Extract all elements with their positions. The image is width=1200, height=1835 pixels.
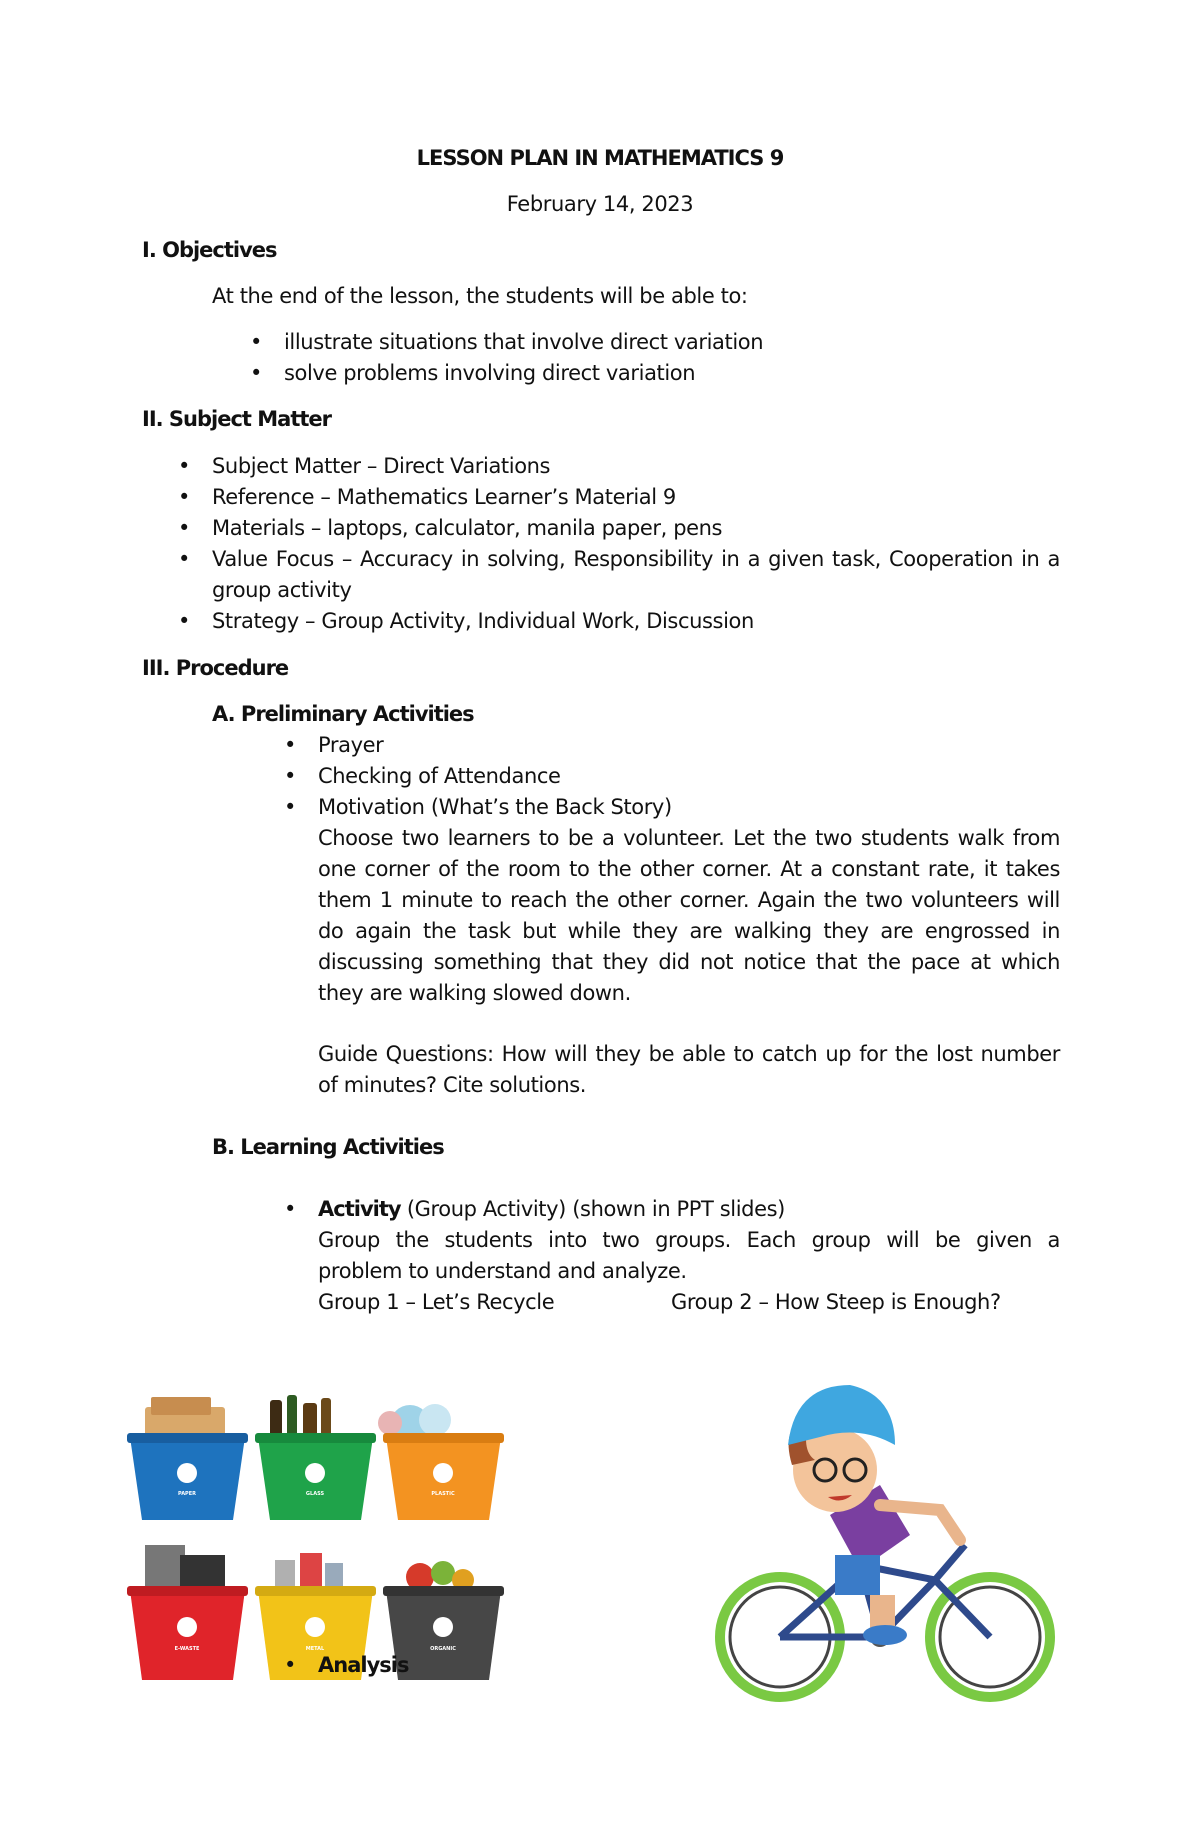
story-line: do again the task but while they are walking they are engrossed in: [318, 919, 1060, 943]
group-1-label: Group 1 – Let’s Recycle: [318, 1290, 555, 1314]
activity-item: [318, 1194, 785, 1225]
guide-questions: [318, 1039, 1060, 1101]
bin-label: GLASS: [305, 1491, 325, 1497]
activity-desc: (Group Activity) (shown in PPT slides): [400, 1197, 785, 1221]
subject-item: Strategy – Group Activity, Individual Work, Discussion: [212, 609, 754, 633]
bullet-icon: •: [284, 1653, 297, 1677]
story-line: Choose two learners to be a volunteer. Let the two students walk from: [318, 826, 1060, 850]
subject-item: Reference – Mathematics Learner’s Material 9: [212, 485, 676, 509]
objectives-intro: At the end of the lesson, the students will be able to:: [212, 284, 748, 308]
analysis-label: Analysis: [318, 1653, 409, 1677]
value-focus-line: group activity: [212, 578, 352, 602]
learning-heading: B. Learning Activities: [212, 1135, 444, 1159]
objective-item: illustrate situations that involve direct variation: [284, 330, 764, 354]
objectives-heading: I. Objectives: [142, 238, 277, 262]
bullet-icon: •: [284, 1197, 297, 1221]
bin-label: PAPER: [177, 1491, 197, 1497]
group-line: Group the students into two groups. Each group will be given a: [318, 1228, 1060, 1252]
bullet-icon: •: [178, 547, 191, 571]
bullet-icon: •: [250, 330, 263, 354]
procedure-heading: III. Procedure: [142, 656, 289, 680]
preliminary-item: Motivation (What’s the Back Story): [318, 795, 672, 819]
value-focus-line: Value Focus – Accuracy in solving, Responsibility in a given task, Cooperation in a: [212, 547, 1060, 571]
activity-label: Activity: [318, 1197, 401, 1221]
story-line: them 1 minute to reach the other corner. Again the two volunteers will: [318, 888, 1060, 912]
bullet-icon: •: [284, 764, 297, 788]
motivation-story: [318, 823, 1060, 1009]
bin-e-waste: [127, 1586, 248, 1680]
group-instructions: [318, 1225, 1060, 1287]
group-2-label: Group 2 – How Steep is Enough?: [671, 1290, 1001, 1314]
guide-line: of minutes? Cite solutions.: [318, 1073, 587, 1097]
bin-label: ORGANIC: [430, 1646, 456, 1652]
story-line: discussing something that they did not notice that the pace at which: [318, 950, 1060, 974]
bullet-icon: •: [284, 795, 297, 819]
bin-label: PLASTIC: [431, 1491, 455, 1497]
bin-paper: [127, 1433, 248, 1520]
preliminary-item: Checking of Attendance: [318, 764, 561, 788]
preliminary-heading: A. Preliminary Activities: [212, 702, 474, 726]
bullet-icon: •: [284, 733, 297, 757]
bullet-icon: •: [178, 454, 191, 478]
bin-label: METAL: [305, 1646, 325, 1652]
bin-glass: [255, 1433, 376, 1520]
story-line: they are walking slowed down.: [318, 981, 631, 1005]
lesson-date: February 14, 2023: [506, 192, 694, 216]
bin-plastic: [383, 1433, 504, 1520]
bullet-icon: •: [250, 361, 263, 385]
page-title: LESSON PLAN IN MATHEMATICS 9: [416, 146, 784, 170]
subject-matter-heading: II. Subject Matter: [142, 407, 332, 431]
boy-on-bicycle-illustration: [710, 1365, 1060, 1710]
objective-item: solve problems involving direct variation: [284, 361, 696, 385]
bullet-icon: •: [178, 609, 191, 633]
bin-label: E-WASTE: [174, 1646, 200, 1652]
bullet-icon: •: [178, 485, 191, 509]
preliminary-item: Prayer: [318, 733, 384, 757]
bullet-icon: •: [178, 516, 191, 540]
story-line: one corner of the room to the other corner. At a constant rate, it takes: [318, 857, 1060, 881]
subject-item-value-focus: [212, 544, 1060, 606]
group-line: problem to understand and analyze.: [318, 1259, 687, 1283]
guide-line: Guide Questions: How will they be able to catch up for the lost number: [318, 1042, 1060, 1066]
subject-item: Subject Matter – Direct Variations: [212, 454, 551, 478]
subject-item: Materials – laptops, calculator, manila paper, pens: [212, 516, 723, 540]
